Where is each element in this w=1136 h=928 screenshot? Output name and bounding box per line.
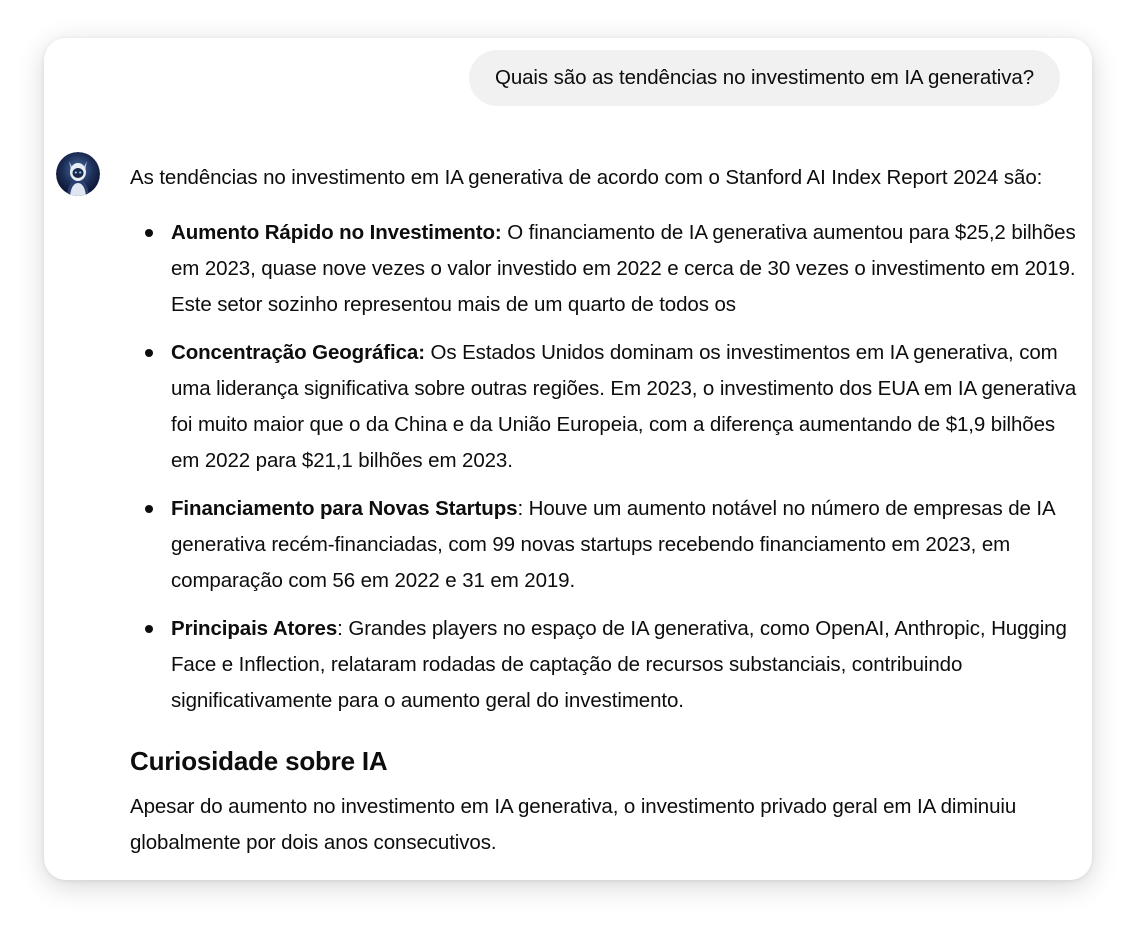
bullet-dot: [145, 229, 153, 237]
bullet-dot: [145, 625, 153, 633]
assistant-reply: [130, 160, 1080, 861]
list-item-text: : Houve um aumento notável no número de empresas de IA generativa recém-financiadas, com 99 novas startups recebendo financiamento em 2023, em comparação com 56 em 2022 e 31 em 2019.: [171, 497, 1055, 592]
bullet-dot: [145, 349, 153, 357]
reply-intro: As tendências no investimento em IA generativa de acordo com o Stanford AI Index Report 2024 são:: [130, 166, 1043, 189]
list-item: [130, 215, 1080, 323]
list-item-title: Financiamento para Novas Startups: [171, 497, 518, 520]
robot-avatar-icon: [56, 152, 100, 196]
user-message-bubble: [469, 50, 1060, 106]
list-item: [130, 491, 1080, 599]
list-item-title: Principais Atores: [171, 617, 338, 640]
user-message-text: Quais são as tendências no investimento em IA generativa?: [494, 66, 1034, 89]
list-item-title: Concentração Geográfica:: [171, 341, 425, 364]
list-item-text: Os Estados Unidos dominam os investimentos em IA generativa, com uma liderança significativa sobre outras regiões. Em 2023, o investimento dos EUA em IA generativa foi muito maior que o da China e da União Europeia, com a diferença aumentando de $1,9 bilhões em 2022 para $21,1 bilhões em 2023.: [171, 341, 1077, 472]
list-item: [130, 611, 1080, 719]
section-heading: Curiosidade sobre IA: [130, 746, 388, 776]
list-item-title: Aumento Rápido no Investimento:: [171, 221, 502, 244]
bullet-dot: [145, 505, 153, 513]
list-item-text: : Grandes players no espaço de IA generativa, como OpenAI, Anthropic, Hugging Face e Inflection, relataram rodadas de captação de recursos substanciais, contribuindo significativamente para o aumento geral do investimento.: [171, 617, 1067, 712]
list-item-text: O financiamento de IA generativa aumentou para $25,2 bilhões em 2023, quase nove vezes o valor investido em 2022 e cerca de 30 vezes o investimento em 2019. Este setor sozinho representou mais de um quarto de todos os: [171, 221, 1076, 316]
section-paragraph: Apesar do aumento no investimento em IA generativa, o investimento privado geral em IA diminuiu globalmente por dois anos consecutivos.: [130, 795, 1017, 854]
list-item: [130, 335, 1080, 479]
chat-window: [44, 38, 1092, 880]
trend-list: [130, 215, 1080, 719]
